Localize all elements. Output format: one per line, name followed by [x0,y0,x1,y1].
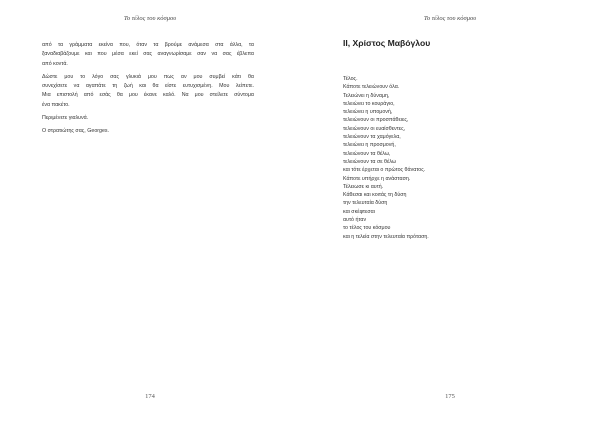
poem-line: Κάθεσαι και κοιτάς τη δύση [343,192,407,199]
left-page-number: 174 [145,393,155,400]
paragraph-1 [42,41,254,69]
poem-line: το τέλος του κόσμου [343,225,391,232]
poem-line: τελειώνουν τα χαμόγελα, [343,134,401,141]
poem-title: ΙΙ, Χρίστος Μαβόγλου [343,38,431,48]
poem-line: την τελευταία δύση [343,200,388,207]
poem-line: και η τελεία στην τελευταία πρόταση. [343,233,429,240]
poem-body [343,75,429,241]
text-line: Δώστε μου το λόγο σας γλυκιά μου πως αν μου συμβεί κάτι θα [42,73,254,80]
text-line: Μια επιστολή από εσάς θα μου έκανε καλό. Να μου στείλετε σύντομα [42,92,254,99]
text-line: συνεχίσετε να αγαπάτε τη ζωή και θα είστε ευτυχισμένη. Μου λείπετε. [42,83,254,90]
text-line: από τα γράμματα εκείνα που, όταν τα βρούμε ανάμεσα στα άλλα, τα [42,42,254,48]
poem-line: τελειώνουν τα σε θέλω [343,158,397,165]
text-line: ξαναδιαβάζουμε και που μέσα εκεί σας αναγνωρίσαμε σαν να σας έβλεπα [42,51,254,58]
poem-line: Κάποτε υπήρχε η ανάσταση. [343,175,411,182]
text-line: Περιμένετε γιαλυνά. [42,115,89,122]
poem-line: τελειώνουν τα θέλω, [343,150,391,157]
poem-line: τελειώνουν οι προσπάθειες, [343,117,409,124]
left-running-head: Το τέλος του κόσμου [123,15,177,22]
paragraph-3 [42,114,254,123]
text-line: ένα πακέτο. [42,101,70,108]
text-line: από κοντά. [42,60,68,67]
right-running-head: Το τέλος του κόσμου [423,15,477,22]
poem-line: Τέλειωσε κι αυτή. [343,183,384,190]
poem-line: Κάποτε τελειώνουν όλα. [343,84,400,91]
paragraph-2 [42,73,254,110]
poem-line: τελειώνει το κουράγιο, [343,100,395,107]
left-page-body [42,41,254,141]
signature-line [42,127,254,136]
poem-line: και τότε έρχεται ο πρώτος θάνατος. [343,167,426,174]
right-page-number: 175 [445,393,455,400]
poem-line: Τελειώνει η δύναμη, [343,92,390,99]
poem-line: τελειώνει η υπομονή, [343,109,393,116]
poem-line: τελειώνουν οι ευαίσθεντες, [343,125,406,132]
text-line: Ο στρατιώτης σας, Georges. [42,128,110,135]
poem-line: τελειώνει η προσμονή, [343,142,396,149]
poem-line: Τέλος. [343,76,358,82]
poem-line: αυτό ήταν [343,217,367,224]
poem-line: και σκέφτεσαι [343,208,375,215]
